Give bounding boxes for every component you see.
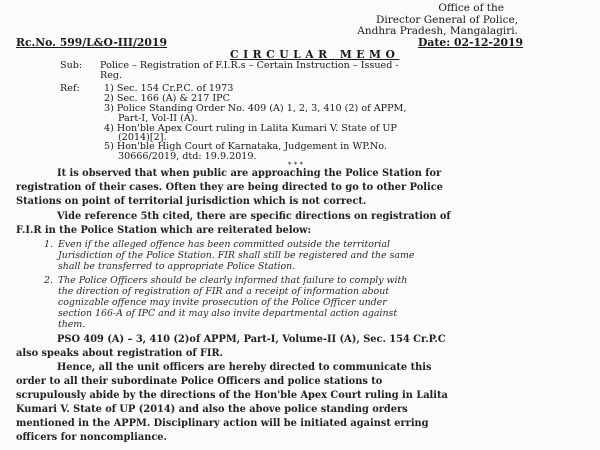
reference-item-3-cont: Part-I, Vol-II (A). xyxy=(118,113,198,124)
direction-2-line5: them. xyxy=(58,319,86,330)
direction-2-line2: the direction of registration of FIR and a receipt of information about xyxy=(58,286,390,297)
reference-item-3: 3) Police Standing Order No. 409 (A) 1, 2, 3, 410 (2) of APPM, xyxy=(104,103,407,114)
reference-item-5-cont: 30666/2019, dtd: 19.9.2019. xyxy=(118,151,257,162)
subject-line1: Police – Registration of F.I.R.s – Certain Instruction – Issued - xyxy=(100,60,399,71)
letterhead-office-line3: Andhra Pradesh, Mangalagiri. xyxy=(357,25,518,37)
references-label: Ref: xyxy=(60,83,80,94)
reference-item-2: 2) Sec. 166 (A) & 217 IPC xyxy=(104,93,230,104)
para4-line1: Hence, all the unit officers are hereby directed to communicate this xyxy=(57,362,432,373)
memo-title: CIRCULAR MEMO xyxy=(230,48,400,61)
memo-date: Date: 02-12-2019 xyxy=(418,36,524,49)
direction-1-line1: Even if the alleged offence has been committed outside the territorial xyxy=(58,239,390,250)
direction-2-number: 2. xyxy=(44,275,53,286)
para1-line2: registration of their cases. Often they are being directed to go to other Police xyxy=(16,182,443,193)
para3-line1: PSO 409 (A) – 3, 410 (2)of APPM, Part-I, Volume-II (A), Sec. 154 Cr.P.C xyxy=(57,334,446,345)
para4-line6: officers for noncompliance. xyxy=(16,432,167,443)
para4-line2: order to all their subordinate Police Officers and police stations to xyxy=(16,376,383,387)
para4-line5: mentioned in the APPM. Disciplinary action will be initiated against erring xyxy=(16,418,429,429)
reference-item-1: 1) Sec. 154 Cr.P.C. of 1973 xyxy=(104,83,234,94)
subject-label: Sub: xyxy=(60,60,83,71)
subject-line2: Reg. xyxy=(100,70,123,81)
direction-1-number: 1. xyxy=(44,239,53,250)
letterhead-office-line1: Office of the xyxy=(438,2,504,14)
para4-line4: Kumari V. State of UP (2014) and also the above police standing orders xyxy=(16,404,408,415)
para2-line2: F.I.R in the Police Station which are reiterated below: xyxy=(16,225,312,236)
para2-line1: Vide reference 5th cited, there are specific directions on registration of xyxy=(57,211,451,222)
direction-2-line3: cognizable offence may invite prosecution of the Police Officer under xyxy=(58,297,387,308)
direction-2-line1: The Police Officers should be clearly informed that failure to comply with xyxy=(58,275,408,286)
reference-number: Rc.No. 599/L&O-III/2019 xyxy=(16,36,167,49)
direction-1-line3: shall be transferred to appropriate Police Station. xyxy=(58,261,296,272)
direction-1-line2: Jurisdiction of the Police Station. FIR shall still be registered and the same xyxy=(58,250,415,261)
para1-line1: It is observed that when public are approaching the Police Station for xyxy=(57,168,442,179)
reference-item-4-cont: (2014)[2]. xyxy=(118,132,167,143)
para3-line2: also speaks about registration of FIR. xyxy=(16,348,224,359)
reference-item-4: 4) Hon'ble Apex Court ruling in Lalita Kumari V. State of UP xyxy=(104,123,397,134)
para1-line3: Stations on point of territorial jurisdiction which is not correct. xyxy=(16,196,367,207)
direction-2-line4: section 166-A of IPC and it may also invite departmental action against xyxy=(58,308,398,319)
para4-line3: scrupulously abide by the directions of the Hon'ble Apex Court ruling in Lalita xyxy=(16,390,448,401)
separator: * * * xyxy=(288,161,303,169)
reference-item-5: 5) Hon'ble High Court of Karnataka, Judgement in WP.No. xyxy=(104,141,387,152)
letterhead-office-line2: Director General of Police, xyxy=(376,14,518,26)
